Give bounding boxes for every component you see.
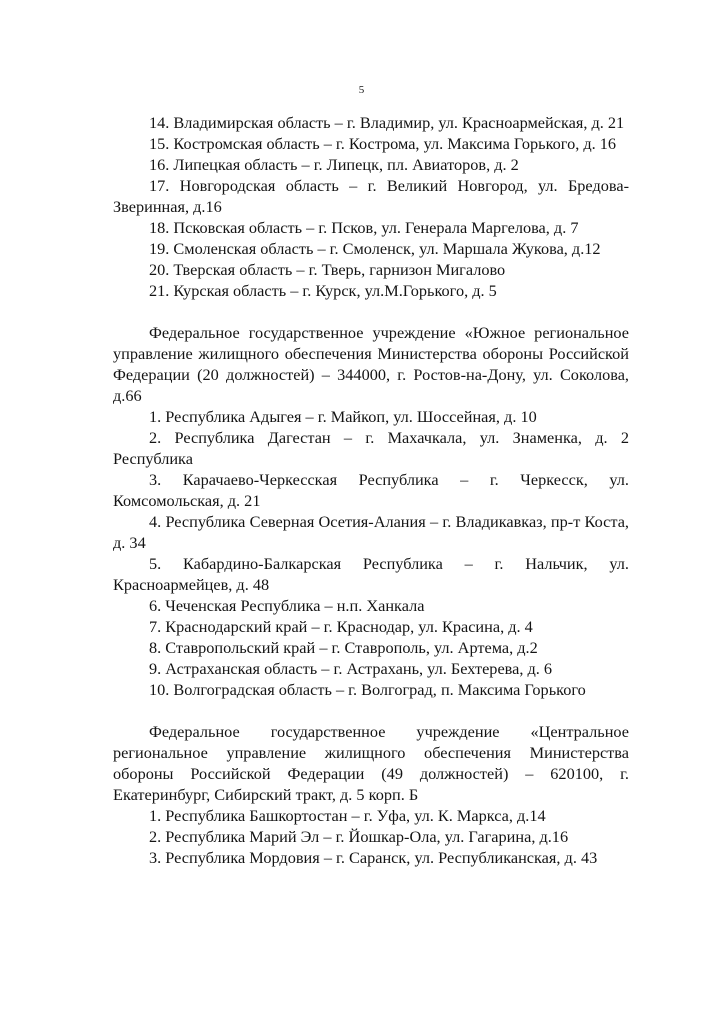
list-item: 6. Чеченская Республика – н.п. Ханкала [149, 596, 425, 615]
list-item: 2. Республика Марий Эл – г. Йошкар-Ола, ул. Гагарина, д.16 [149, 827, 569, 846]
region-list-west [113, 112, 629, 301]
list-item: 3. Республика Мордовия – г. Саранск, ул. Республиканская, д. 43 [149, 848, 598, 867]
list-item: 1. Республика Башкортостан – г. Уфа, ул. К. Маркса, д.14 [149, 806, 546, 825]
list-item: 19. Смоленская область – г. Смоленск, ул. Маршала Жукова, д.12 [149, 239, 601, 258]
list-item: 2. Республика Дагестан – г. Махачкала, ул. Знаменка, д. 2 Республика [113, 428, 629, 468]
section-central [113, 721, 629, 868]
list-item: 5. Кабардино-Балкарская Республика – г. Нальчик, ул. Красноармейцев, д. 48 [113, 554, 629, 594]
section-intro: Федеральное государственное учреждение «Южное региональное управление жилищного обеспечения Министерства обороны Российской Федерации (20 должностей) – 344000, г. Ростов-на-Дону, ул. Соколова, д.66 [113, 323, 629, 405]
list-item: 9. Астраханская область – г. Астрахань, ул. Бехтерева, д. 6 [149, 659, 553, 678]
section-gap [113, 301, 629, 322]
list-item: 14. Владимирская область – г. Владимир, ул. Красноармейская, д. 21 [149, 113, 625, 132]
list-item: 10. Волгоградская область – г. Волгоград, п. Максима Горького [149, 680, 586, 699]
list-item: 16. Липецкая область – г. Липецк, пл. Авиаторов, д. 2 [149, 155, 519, 174]
list-item: 4. Республика Северная Осетия-Алания – г. Владикавказ, пр-т Коста, д. 34 [113, 512, 629, 552]
list-item: 18. Псковская область – г. Псков, ул. Генерала Маргелова, д. 7 [149, 218, 579, 237]
list-item: 8. Ставропольский край – г. Ставрополь, ул. Артема, д.2 [149, 638, 538, 657]
section-intro: Федеральное государственное учреждение «Центральное региональное управление жилищного обеспечения Министерства обороны Российской Федерации (49 должностей) – 620100, г. Екатеринбург, Сибирский тракт, д. 5 корп. Б [113, 722, 629, 804]
list-item: 7. Краснодарский край – г. Краснодар, ул. Красина, д. 4 [149, 617, 533, 636]
list-item: 1. Республика Адыгея – г. Майкоп, ул. Шоссейная, д. 10 [149, 407, 537, 426]
document-body [113, 112, 629, 868]
list-item: 3. Карачаево-Черкесская Республика – г. Черкесск, ул. Комсомольская, д. 21 [113, 470, 629, 510]
section-south [113, 322, 629, 700]
list-item: 15. Костромская область – г. Кострома, ул. Максима Горького, д. 16 [149, 134, 617, 153]
list-item: 20. Тверская область – г. Тверь, гарнизон Мигалово [149, 260, 506, 279]
section-gap [113, 700, 629, 721]
list-item: 21. Курская область – г. Курск, ул.М.Горького, д. 5 [149, 281, 497, 300]
list-item: 17. Новгородская область – г. Великий Новгород, ул. Бредова-Зверинная, д.16 [113, 176, 629, 216]
page-number: 5 [358, 84, 365, 96]
